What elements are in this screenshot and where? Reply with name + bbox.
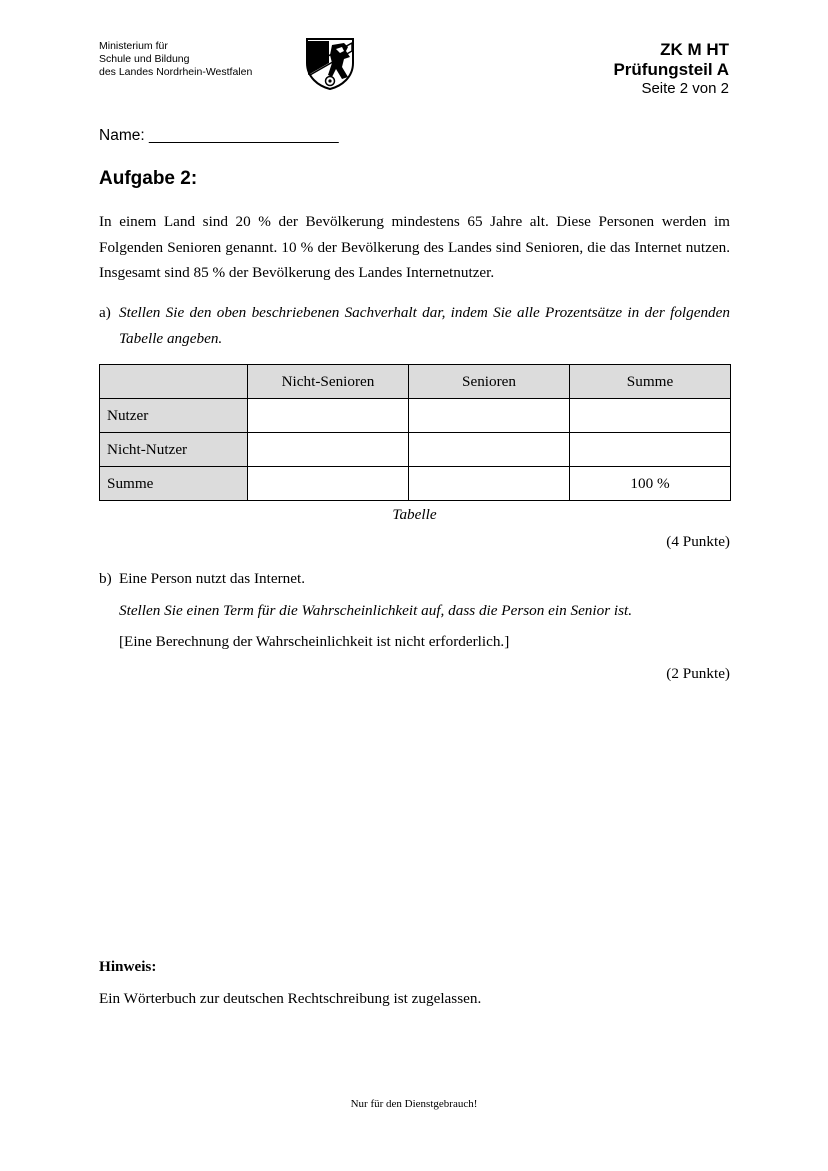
ministry-name	[99, 40, 252, 79]
table-corner-cell	[100, 365, 248, 399]
table-row	[100, 467, 731, 501]
exam-part: Prüfungsteil A	[613, 60, 729, 79]
table-row-label: Nutzer	[100, 399, 248, 433]
part-b-statement: Eine Person nutzt das Internet.	[119, 570, 305, 587]
task-intro: In einem Land sind 20 % der Bevölkerung mindestens 65 Jahre alt. Diese Personen werden im Folgenden Senioren genannt. 10 % der Bevölkerung des Landes sind Senioren, die das Internet nutzen. Insgesamt sind 85 % der Bevölkerung des Landes Internetnutzer.	[99, 213, 730, 281]
ministry-line-1: Ministerium für	[99, 40, 168, 52]
part-b	[99, 566, 730, 655]
hint-title: Hinweis:	[99, 958, 157, 975]
table-cell[interactable]	[409, 467, 570, 501]
table-row	[100, 433, 731, 467]
table-row	[100, 399, 731, 433]
exam-header	[613, 40, 729, 98]
part-a-text: Stellen Sie den oben beschriebenen Sachverhalt dar, indem Sie alle Prozentsätze in der folgenden Tabelle angeben.	[119, 304, 730, 347]
hint-text: Ein Wörterbuch zur deutschen Rechtschreibung ist zugelassen.	[99, 990, 482, 1007]
part-b-instruction: Stellen Sie einen Term für die Wahrscheinlichkeit auf, dass die Person ein Senior ist.	[119, 601, 633, 619]
table-header-cell: Summe	[570, 365, 731, 399]
table-cell[interactable]	[248, 467, 409, 501]
page-info: Seite 2 von 2	[641, 80, 729, 97]
name-field[interactable]: Name: ______________________	[99, 127, 339, 144]
table-cell[interactable]	[409, 433, 570, 467]
table-cell[interactable]	[570, 399, 731, 433]
table-header-cell: Nicht-Senioren	[248, 365, 409, 399]
table-row-label: Nicht-Nutzer	[100, 433, 248, 467]
ministry-line-2: Schule und Bildung	[99, 53, 190, 65]
nrw-coat-of-arms-icon	[304, 37, 356, 91]
table-cell[interactable]	[248, 399, 409, 433]
part-b-letter: b)	[99, 570, 112, 587]
table-cell[interactable]	[570, 433, 731, 467]
part-b-note: [Eine Berechnung der Wahrscheinlichkeit ist nicht erforderlich.]	[119, 633, 510, 650]
exam-code: ZK M HT	[660, 40, 729, 59]
part-a	[99, 300, 730, 351]
table-total-cell: 100 %	[570, 467, 731, 501]
table-header-row	[100, 365, 731, 399]
table-caption: Tabelle	[392, 506, 437, 523]
ministry-line-3: des Landes Nordrhein-Westfalen	[99, 66, 253, 78]
part-a-points: (4 Punkte)	[666, 533, 730, 550]
table-header-cell: Senioren	[409, 365, 570, 399]
table-row-label: Summe	[100, 467, 248, 501]
table-cell[interactable]	[409, 399, 570, 433]
part-a-letter: a)	[99, 304, 111, 321]
footer-notice: Nur für den Dienstgebrauch!	[350, 1098, 478, 1110]
part-b-points: (2 Punkte)	[666, 665, 730, 682]
task-title: Aufgabe 2:	[99, 168, 198, 189]
table-cell[interactable]	[248, 433, 409, 467]
four-field-table	[99, 364, 731, 501]
